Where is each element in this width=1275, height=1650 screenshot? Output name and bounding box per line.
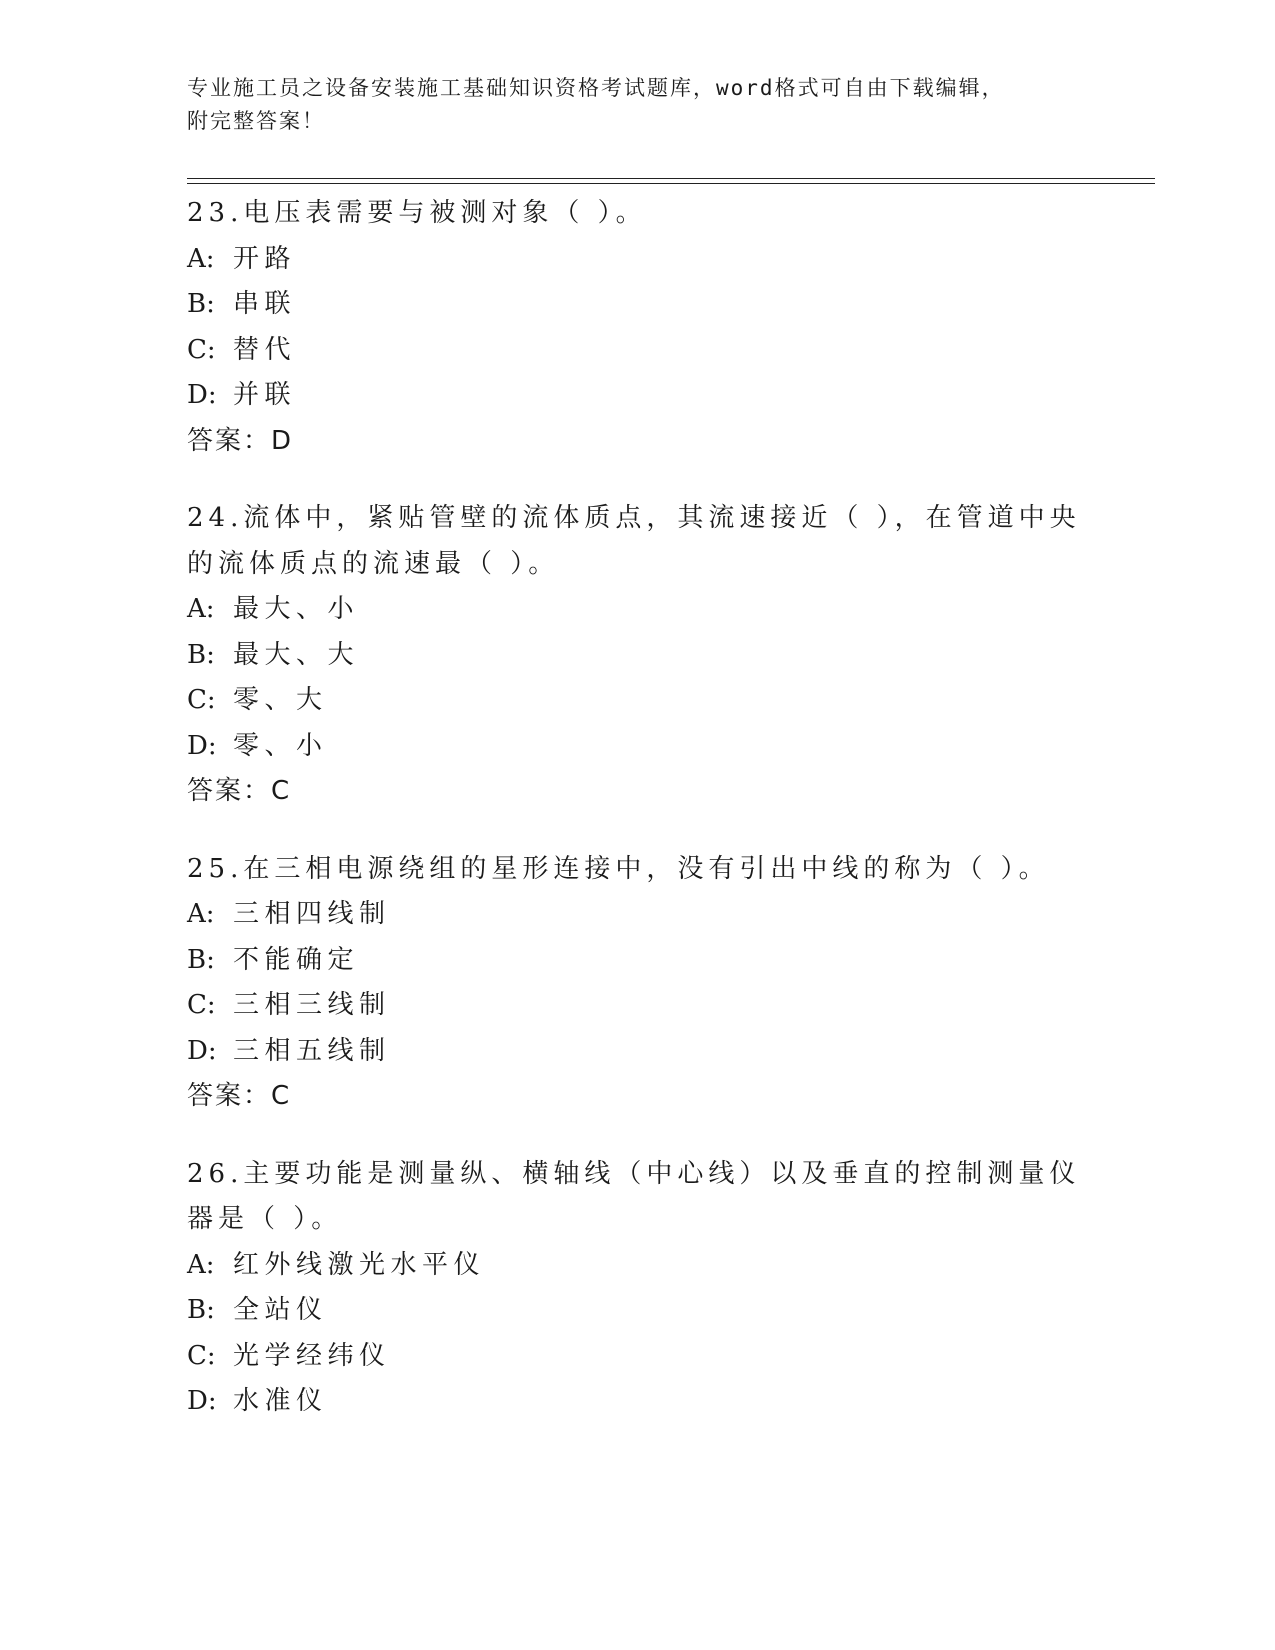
- option-letter: D:: [187, 1035, 217, 1066]
- question-25: [187, 847, 1087, 1120]
- option-b: [187, 938, 1087, 984]
- option-text: 开路: [233, 243, 297, 274]
- option-d: [187, 724, 1087, 770]
- header-line-2: 附完整答案！: [187, 109, 325, 133]
- option-letter: D:: [187, 730, 217, 761]
- option-text: 全站仪: [233, 1295, 328, 1325]
- option-text: 三相三线制: [233, 990, 391, 1020]
- option-d: [187, 373, 1087, 419]
- option-letter: C:: [187, 1340, 216, 1371]
- option-text: 零、小: [233, 730, 328, 761]
- option-b: [187, 282, 1087, 328]
- option-letter: A:: [187, 899, 215, 929]
- answer-text: 答案：C: [187, 1081, 292, 1111]
- question-26: [187, 1152, 1087, 1425]
- option-letter: C:: [187, 990, 216, 1020]
- option-c: [187, 328, 1087, 374]
- question-text: 26.主要功能是测量纵、横轴线（中心线）以及垂直的控制测量仪器是（ ）。: [187, 1158, 1081, 1234]
- option-letter: B:: [187, 289, 215, 319]
- document-header: [187, 72, 1087, 138]
- option-d: [187, 1379, 1087, 1425]
- option-letter: C:: [187, 685, 216, 715]
- option-letter: B:: [187, 639, 215, 670]
- question-text: 25.在三相电源绕组的星形连接中，没有引出中线的称为（ ）。: [187, 853, 1050, 884]
- option-letter: C:: [187, 334, 216, 365]
- option-c: [187, 983, 1087, 1029]
- option-text: 光学经纬仪: [233, 1340, 391, 1371]
- option-text: 不能确定: [233, 944, 360, 975]
- option-text: 并联: [233, 380, 297, 410]
- option-letter: B:: [187, 1295, 215, 1325]
- option-a: [187, 237, 1087, 283]
- option-letter: B:: [187, 944, 215, 975]
- option-c: [187, 678, 1087, 724]
- question-23: [187, 191, 1087, 464]
- option-letter: D:: [187, 1386, 217, 1416]
- question-text: 23.电压表需要与被测对象（ ）。: [187, 198, 647, 228]
- answer-text: 答案：C: [187, 776, 292, 806]
- option-text: 替代: [233, 334, 297, 365]
- option-text: 水准仪: [233, 1386, 328, 1416]
- option-text: 最大、大: [233, 639, 360, 670]
- option-a: [187, 892, 1087, 938]
- option-letter: A:: [187, 594, 215, 624]
- option-c: [187, 1334, 1087, 1380]
- option-b: [187, 1288, 1087, 1334]
- option-text: 三相五线制: [233, 1035, 391, 1066]
- answer-text: 答案：D: [187, 425, 294, 456]
- header-line-1: 专业施工员之设备安装施工基础知识资格考试题库，word格式可自由下载编辑，: [187, 76, 1005, 100]
- option-a: [187, 1243, 1087, 1289]
- option-text: 零、大: [233, 685, 328, 715]
- header-divider-top: [187, 178, 1155, 179]
- question-24: [187, 496, 1087, 815]
- option-text: 红外线激光水平仪: [233, 1249, 486, 1280]
- option-b: [187, 633, 1087, 679]
- header-divider-bottom: [187, 183, 1155, 184]
- option-text: 三相四线制: [233, 899, 391, 929]
- option-letter: A:: [187, 243, 215, 274]
- option-letter: D:: [187, 380, 217, 410]
- option-d: [187, 1029, 1087, 1075]
- question-text: 24.流体中，紧贴管壁的流体质点，其流速接近（ ），在管道中央的流体质点的流速最（ ）。: [187, 503, 1081, 579]
- option-text: 串联: [233, 289, 297, 319]
- option-text: 最大、小: [233, 594, 360, 624]
- option-letter: A:: [187, 1249, 215, 1280]
- question-list: [187, 191, 1087, 1457]
- option-a: [187, 587, 1087, 633]
